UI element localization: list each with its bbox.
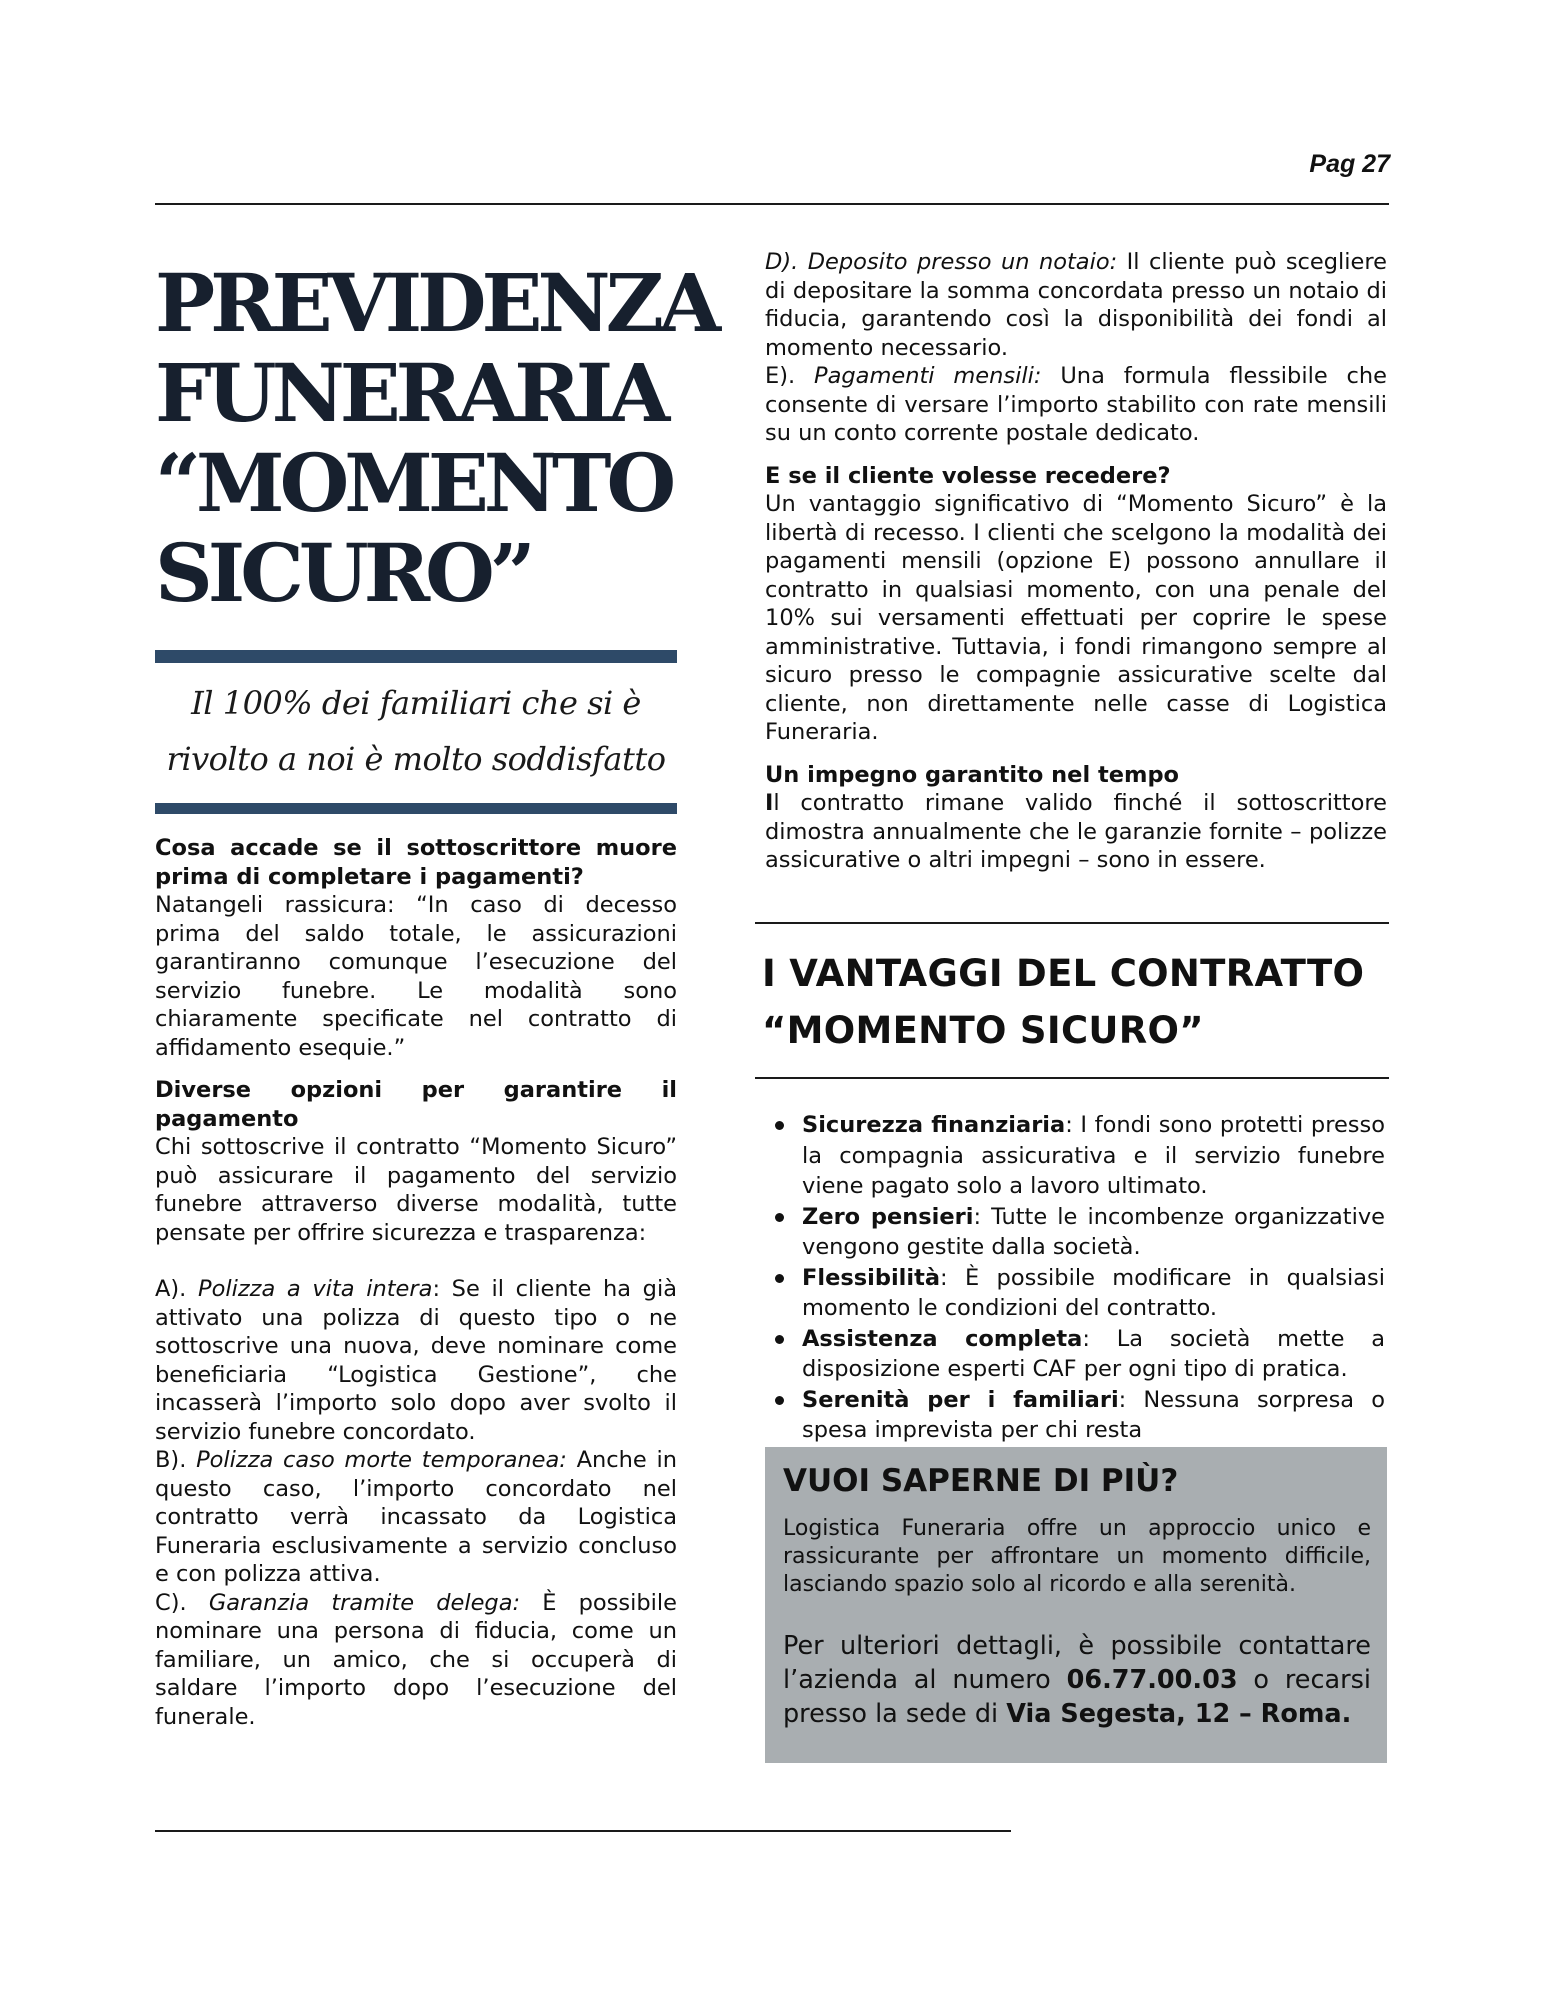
bottom-rule	[155, 1830, 1011, 1832]
section-heading: Cosa accade se il sottoscrittore muore prima di completare i pagamenti?	[155, 835, 677, 890]
section-heading: Diverse opzioni per garantire il pagamento	[155, 1077, 677, 1132]
page-number: Pag 27	[1309, 150, 1390, 178]
list-item: Assistenza completa: La società mette a disposizione esperti CAF per ogni tipo di pratica.	[802, 1324, 1385, 1385]
option-a: A). Polizza a vita intera: Se il cliente ha già attivato una polizza di questo tipo o ne sottoscrive una nuova, deve nominare come beneficiaria “Logistica Gestione”, che incasserà l’importo solo dopo aver svolto il servizio funebre concordato.	[155, 1276, 677, 1445]
benefits-list	[770, 1110, 1385, 1446]
title-line: FUNERARIA	[155, 346, 666, 440]
option-c: C). Garanzia tramite delega: È possibile nominare una persona di fiducia, come un familiare, un amico, che si occuperà di saldare l’importo dopo l’esecuzione del funerale.	[155, 1589, 677, 1730]
phone-number: 06.77.00.03	[1066, 1665, 1238, 1695]
title-line: PREVIDENZA	[155, 256, 717, 350]
pull-quote	[155, 675, 677, 787]
section-heading: Un impegno garantito nel tempo	[765, 761, 1180, 788]
quote-line: Il 100% dei familiari che si è	[191, 684, 641, 722]
title-line: “MOMENTO	[155, 436, 672, 530]
info-box	[765, 1447, 1387, 1763]
quote-line: rivolto a noi è molto soddisfatto	[166, 740, 666, 778]
vantaggi-bottom-rule	[755, 1077, 1389, 1079]
info-box-text: Logistica Funeraria offre un approccio unico e rassicurante per affrontare un momento difficile, lasciando spazio solo al ricordo e alla serenità.	[783, 1516, 1371, 1597]
info-box-title: VUOI SAPERNE DI PIÙ?	[783, 1463, 1179, 1499]
list-item: Flessibilità: È possibile modificare in qualsiasi momento le condizioni del contratto.	[802, 1263, 1385, 1324]
list-item: Serenità per i familiari: Nessuna sorpresa o spesa imprevista per chi resta	[802, 1385, 1385, 1446]
top-rule	[155, 203, 1389, 205]
paragraph: Natangeli rassicura: “In caso di decesso prima del saldo totale, le assicurazioni garantiranno comunque l’esecuzione del servizio funebre. Le modalità sono chiaramente specificate nel contratto di affidamento esequie.”	[155, 892, 677, 1061]
address: Via Segesta, 12 – Roma.	[1006, 1699, 1352, 1729]
vantaggi-top-rule	[755, 922, 1389, 924]
paragraph: Il contratto rimane valido finché il sottoscrittore dimostra annualmente che le garanzie fornite – polizze assicurative o altri impegni – sono in essere.	[765, 790, 1387, 873]
quote-bottom-bar	[155, 803, 677, 814]
option-d: D). Deposito presso un notaio: Il cliente può scegliere di depositare la somma concordata presso un notaio di fiducia, garantendo così la disponibilità dei fondi al momento necessario.	[765, 249, 1387, 361]
option-b: B). Polizza caso morte temporanea: Anche in questo caso, l’importo concordato nel contratto verrà incassato da Logistica Funeraria esclusivamente a servizio concluso e con polizza attiva.	[155, 1447, 677, 1587]
paragraph: Chi sottoscrive il contratto “Momento Sicuro” può assicurare il pagamento del servizio funebre attraverso diverse modalità, tutte pensate per offrire sicurezza e trasparenza:	[155, 1134, 677, 1246]
paragraph: Un vantaggio significativo di “Momento Sicuro” è la libertà di recesso. I clienti che scelgono la modalità dei pagamenti mensili (opzione E) possono annullare il contratto in qualsiasi momento, con una penale del 10% sui versamenti effettuati per coprire le spese amministrative. Tuttavia, i fondi rimangono sempre al sicuro presso le compagnie assicurative scelte dal cliente, non direttamente nelle casse di Logistica Funeraria.	[765, 491, 1387, 745]
info-box-contact: Per ulteriori dettagli, è possibile contattare l’azienda al numero 06.77.00.03 o recarsi presso la sede di Via Segesta, 12 – Roma.	[783, 1631, 1371, 1729]
quote-top-bar	[155, 650, 677, 663]
vantaggi-heading: I VANTAGGI DEL CONTRATTO “MOMENTO SICURO”	[762, 952, 1365, 1052]
list-item: Sicurezza finanziaria: I fondi sono protetti presso la compagnia assicurativa e il servizio funebre viene pagato solo a lavoro ultimato.	[802, 1110, 1385, 1202]
option-e: E). Pagamenti mensili: Una formula flessibile che consente di versare l’importo stabilito con rate mensili su un conto corrente postale dedicato.	[765, 363, 1388, 446]
title-line: SICURO”	[155, 526, 531, 620]
left-column	[155, 834, 677, 1731]
right-column	[765, 248, 1387, 875]
article-title	[155, 258, 715, 618]
list-item: Zero pensieri: Tutte le incombenze organizzative vengono gestite dalla società.	[802, 1202, 1385, 1263]
section-heading: E se il cliente volesse recedere?	[765, 462, 1171, 489]
